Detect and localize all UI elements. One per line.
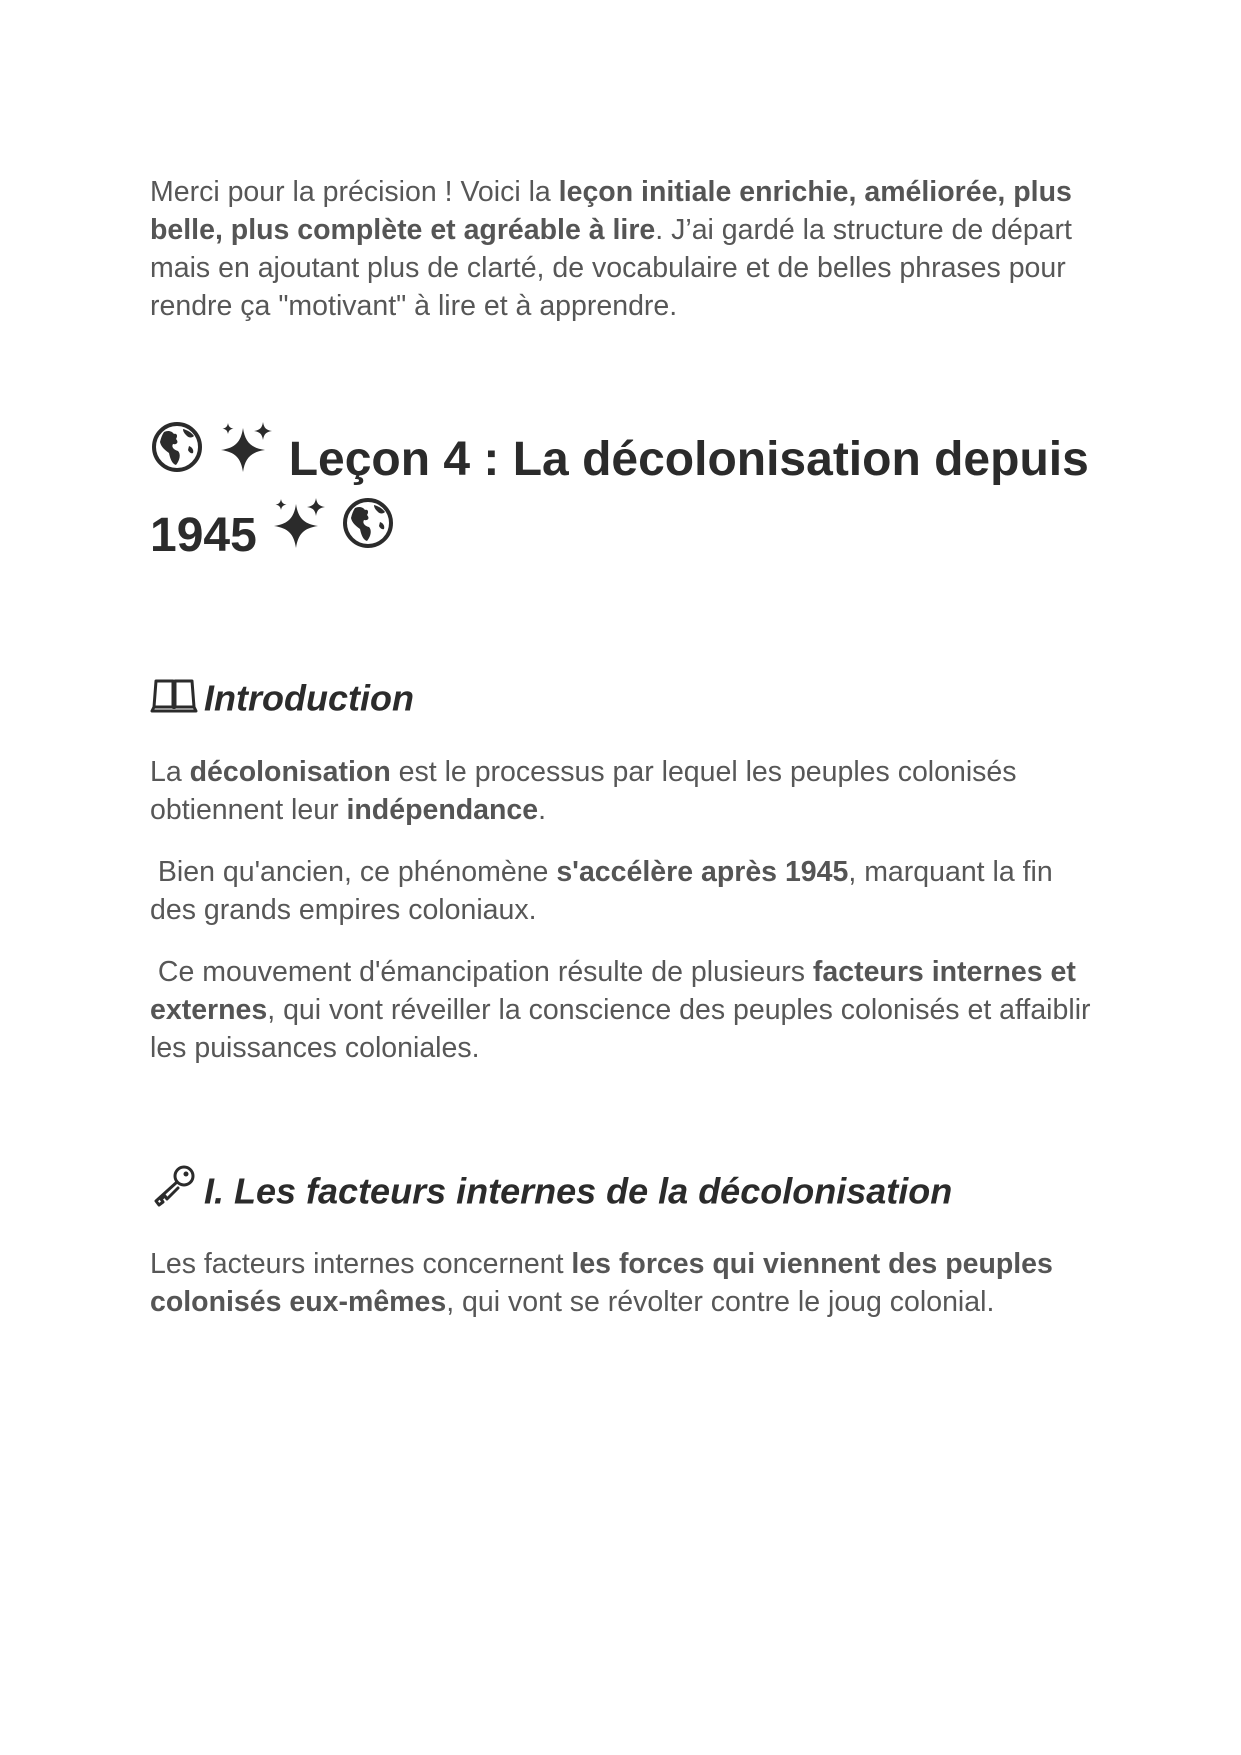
introduction-paragraph-1 (150, 753, 1100, 829)
key-icon (150, 1163, 198, 1219)
intro-note-text-2: . J’ai gardé la structure de départ mais en ajoutant plus de clarté, de vocabulaire et de belles phrases pour rendre ça "motivant" à lire et à apprendre. (150, 214, 1072, 322)
lesson-title (150, 424, 1100, 576)
intro-p3-bold-1: facteurs internes et externes (150, 956, 1084, 1026)
globe-africa-icon (150, 420, 204, 495)
introduction-paragraph-3 (150, 953, 1100, 1067)
section-1-heading (150, 1166, 952, 1222)
introduction-paragraph-2 (150, 853, 1100, 929)
sparkles-icon (217, 420, 275, 495)
intro-p3-text-1: Ce mouvement d'émancipation résulte de plusieurs (150, 956, 813, 988)
intro-p1-bold-1: décolonisation (189, 756, 391, 788)
section-1-heading-text: I. Les facteurs internes de la décolonisation (204, 1170, 953, 1212)
intro-note-bold-1: leçon initiale enrichie, améliorée, plus belle, plus complète et agréable à lire (150, 176, 1072, 246)
introduction-heading-text: Introduction (204, 677, 414, 719)
intro-p2-bold-1: s'accélère après 1945 (556, 856, 849, 888)
open-book-icon (150, 673, 198, 723)
intro-p1-text-3: . (538, 794, 547, 826)
lesson-title-text: Leçon 4 : La décolonisation depuis 1945 (150, 433, 1089, 562)
intro-note-paragraph (150, 173, 1100, 325)
globe-africa-icon (341, 496, 395, 571)
intro-p1-bold-2: indépendance (346, 794, 539, 826)
introduction-heading (150, 676, 414, 726)
intro-p3-text-2: , qui vont réveiller la conscience des peuples colonisés et affaiblir les puissances coloniales. (150, 994, 1099, 1064)
sparkles-icon (270, 496, 328, 571)
intro-p1-text-1: La (150, 756, 190, 788)
section1-p1-text-2: , qui vont se révolter contre le joug colonial. (446, 1286, 995, 1318)
intro-p1-text-2: est le processus par lequel les peuples colonisés obtiennent leur (150, 756, 1017, 826)
intro-p2-text-2: , marquant la fin des grands empires coloniaux. (150, 856, 1061, 926)
section1-p1-bold-1: les forces qui viennent des peuples colonisés eux-mêmes (150, 1248, 1053, 1318)
intro-p2-text-1: Bien qu'ancien, ce phénomène (150, 856, 557, 888)
intro-note-text-1: Merci pour la précision ! Voici la (150, 176, 559, 208)
section1-p1-text-1: Les facteurs internes concernent (150, 1248, 572, 1280)
section-1-paragraph-1 (150, 1245, 1100, 1321)
